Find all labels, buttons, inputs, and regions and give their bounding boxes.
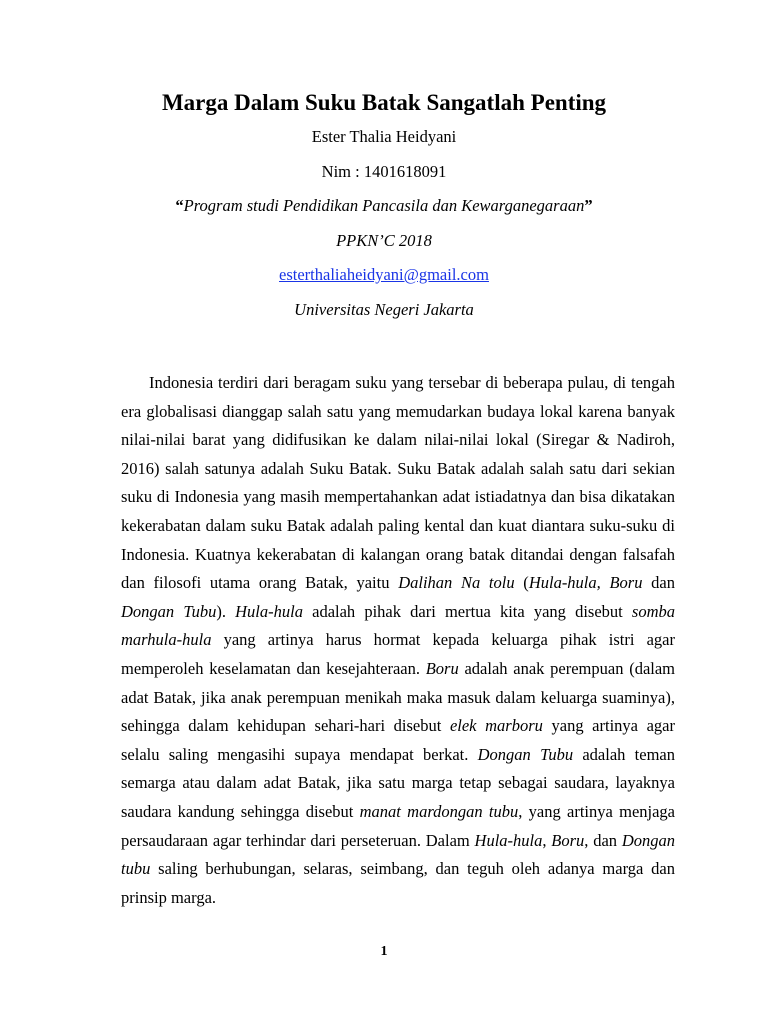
italic-term: Hula-hula — [235, 601, 303, 621]
italic-term: Hula-hula — [474, 830, 543, 850]
student-id: Nim : 1401618091 — [321, 161, 447, 181]
italic-term: Boru — [551, 830, 585, 850]
italic-term: elek marboru — [449, 716, 543, 736]
italic-term: Dongan Tubu — [477, 744, 574, 764]
study-program-name: Program studi Pendidikan Pancasila dan Kewarganegaraan — [183, 196, 585, 215]
italic-term: Dongan Tubu — [121, 601, 217, 621]
open-quote: “ — [175, 196, 184, 215]
italic-term: Boru — [425, 658, 459, 678]
italic-term: Dalihan Na tolu — [398, 573, 515, 593]
body-text-run: saling berhubungan, selaras, seimbang, dan teguh oleh adanya marga dan prinsip marga. — [121, 859, 675, 907]
italic-term: Hula-hula, Boru — [528, 573, 643, 593]
italic-term: Dongan tubu — [121, 830, 676, 879]
body-text-run: yang artinya agar selalu saling mengasihi supaya mendapat berkat. — [121, 716, 675, 764]
body-text-run: adalah pihak dari mertua kita yang disebut — [302, 601, 632, 621]
body-paragraph — [121, 369, 675, 912]
class-label: PPKN’C 2018 — [336, 230, 432, 250]
body-text-run: , dan — [584, 830, 622, 850]
close-quote: ” — [584, 196, 593, 215]
author-name: Ester Thalia Heidyani — [311, 127, 457, 146]
body-text-run: adalah teman semarga atau dalam adat Batak, jika satu marga tetap sebagai saudara, layaknya saudara kandung sehingga disebut — [121, 744, 675, 821]
body-text-run: ). — [216, 601, 236, 621]
email-line — [0, 258, 768, 293]
body-text-run: , — [542, 830, 552, 850]
italic-term: manat mardongan tubu — [359, 801, 519, 821]
body-text-run: yang artinya harus hormat kepada keluarga pihak istri agar memperoleh keselamatan dan kesejahteraan. — [121, 630, 675, 678]
body-text-run: dan — [642, 573, 675, 593]
body-text-run: , yang artinya menjaga persaudaraan agar terhindar dari perseteruan. Dalam — [121, 801, 675, 850]
email-link[interactable]: esterthaliaheidyani@gmail.com — [279, 265, 489, 284]
paper-header — [0, 86, 768, 327]
italic-term: somba marhula-hula — [121, 601, 675, 650]
body-text-run: Indonesia terdiri dari beragam suku yang tersebar di beberapa pulau, di tengah era globalisasi dianggap salah satu yang memudarkan budaya lokal karena banyak nilai-nilai barat yang didifusikan ke dalam nilai-nilai lokal (Siregar & Nadiroh, 2016) salah satunya adalah Suku Batak. Suku Batak adalah salah satu dari sekian suku di Indonesia yang masih mempertahankan adat istiadatnya dan bisa dikatakan kekerabatan dalam suku Batak adalah paling kental dan kuat diantara suku-suku di Indonesia. Kuatnya kekerabatan di kalangan orang batak ditandai dengan falsafah dan filosofi utama orang Batak, yaitu — [121, 373, 675, 593]
page-number: 1 — [380, 944, 388, 959]
study-program — [0, 189, 768, 224]
body-text-run: adalah anak perempuan (dalam adat Batak, jika anak perempuan menikah maka masuk dalam keluarga suaminya), sehingga dalam kehidupan sehari-hari disebut — [121, 658, 676, 736]
university-name: Universitas Negeri Jakarta — [294, 299, 474, 319]
paper-title: Marga Dalam Suku Batak Sangatlah Penting — [161, 90, 607, 115]
body-text-run: ( — [514, 573, 529, 593]
